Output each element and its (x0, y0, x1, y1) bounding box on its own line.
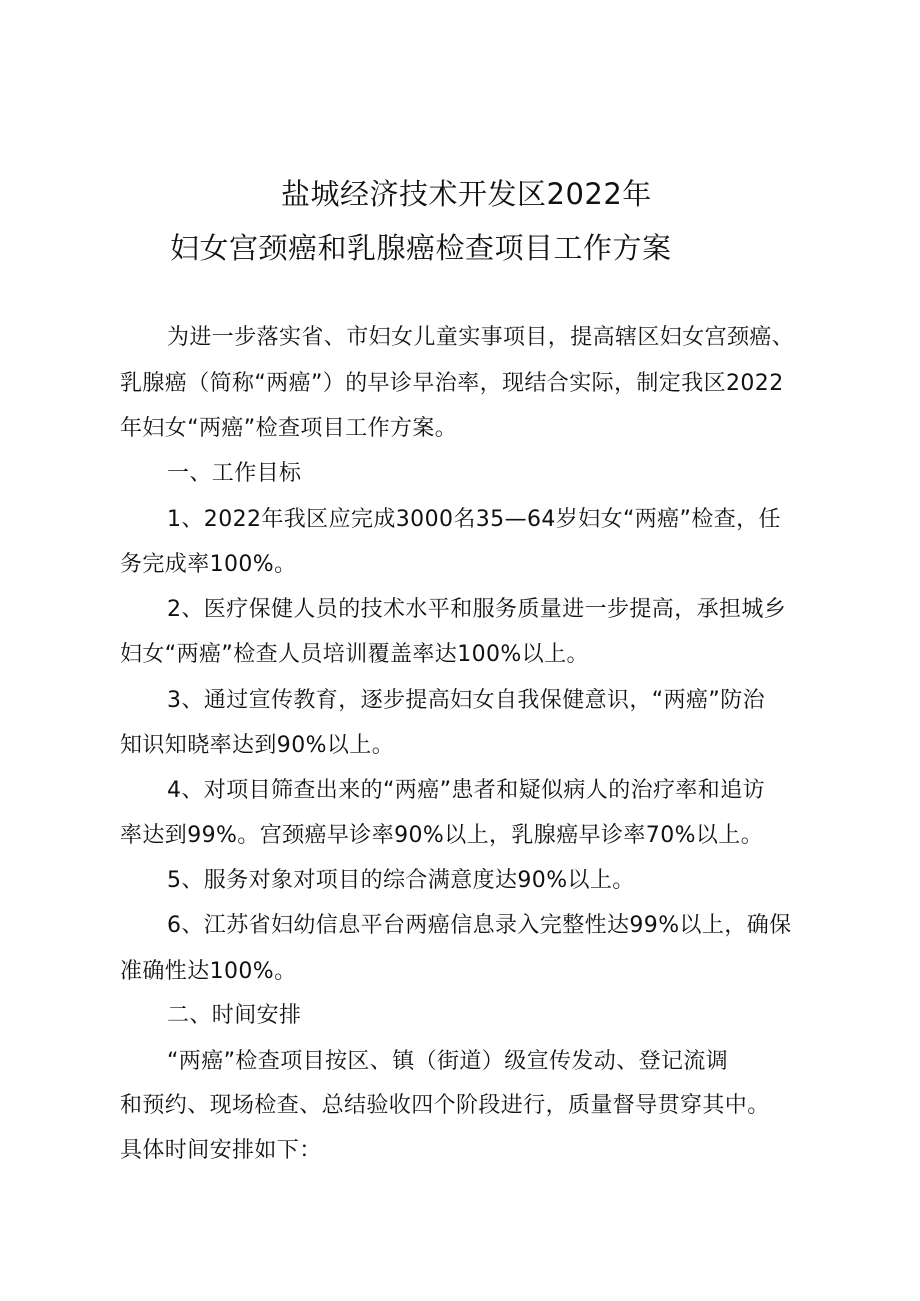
document-title-line-1: 盐城经济技术开发区2022年 (281, 177, 652, 211)
intro-line-3: 年妇女“两癌”检查项目工作方案。 (120, 416, 458, 441)
goal-4-line-1: 4、对项目筛查出来的“两癌”患者和疑似病人的治疗率和追访 (167, 778, 765, 803)
schedule-line-2: 和预约、现场检查、总结验收四个阶段进行，质量督导贯穿其中。 (120, 1093, 770, 1118)
goal-2-line-1: 2、医疗保健人员的技术水平和服务质量进一步提高，承担城乡 (167, 597, 787, 622)
goal-1-line-1: 1、2022年我区应完成3000名35—64岁妇女“两癌”检查，任 (167, 507, 781, 532)
goal-5-line-1: 5、服务对象对项目的综合满意度达90%以上。 (167, 868, 635, 893)
document-title-line-2: 妇女宫颈癌和乳腺癌检查项目工作方案 (170, 231, 672, 265)
goal-3-line-2: 知识知晓率达到90%以上。 (120, 733, 395, 758)
goal-2-line-2: 妇女“两癌”检查人员培训覆盖率达100%以上。 (120, 642, 589, 667)
schedule-line-1: “两癌”检查项目按区、镇（街道）级宣传发动、登记流调 (167, 1049, 729, 1074)
section-2-heading: 二、时间安排 (167, 1003, 302, 1028)
schedule-line-3: 具体时间安排如下： (120, 1138, 322, 1163)
goal-4-line-2: 率达到99%。宫颈癌早诊率90%以上，乳腺癌早诊率70%以上。 (120, 823, 764, 848)
section-1-heading: 一、工作目标 (167, 461, 302, 486)
goal-3-line-1: 3、通过宣传教育，逐步提高妇女自我保健意识，“两癌”防治 (167, 688, 765, 713)
intro-line-2: 乳腺癌（简称“两癌”）的早诊早治率，现结合实际，制定我区2022 (120, 371, 784, 396)
goal-1-line-2: 务完成率100%。 (120, 552, 297, 577)
intro-line-1: 为进一步落实省、市妇女儿童实事项目，提高辖区妇女宫颈癌、 (167, 325, 795, 350)
goal-6-line-1: 6、江苏省妇幼信息平台两癌信息录入完整性达99%以上，确保 (167, 913, 792, 938)
goal-6-line-2: 准确性达100%。 (120, 959, 297, 984)
